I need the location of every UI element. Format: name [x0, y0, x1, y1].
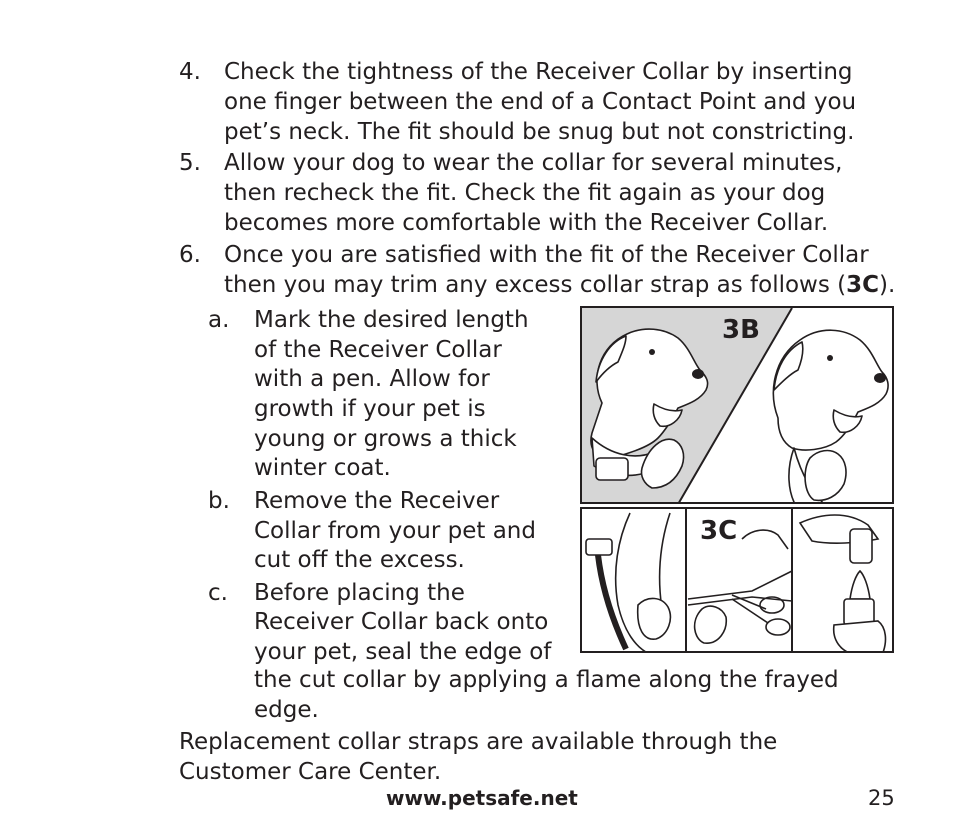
substep-c-line-4: the cut collar by applying a flame along the frayed [254, 667, 839, 693]
substep-c-line-2: Receiver Collar back onto [254, 609, 549, 635]
footer-url[interactable]: www.petsafe.net [386, 786, 578, 810]
step-5-line-2: then recheck the fit. Check the fit again as your dog [224, 180, 826, 206]
figure-3c [580, 507, 894, 653]
substep-a-line-6: winter coat. [254, 455, 391, 481]
step-5-line-3: becomes more comfortable with the Receiver Collar. [224, 210, 829, 236]
dog-right-eye [827, 355, 833, 361]
substep-letter: b. [208, 488, 230, 514]
closing-line-2: Customer Care Center. [179, 759, 442, 785]
closing-line-1: Replacement collar straps are available through the [179, 729, 778, 755]
step-4-line-1: Check the tightness of the Receiver Collar by inserting [224, 59, 853, 85]
step-number: 5. [179, 150, 201, 176]
substep-a-line-4: growth if your pet is [254, 396, 486, 422]
substep-b-line-2: Collar from your pet and [254, 518, 536, 544]
substep-a-line-2: of the Receiver Collar [254, 337, 502, 363]
substep-letter: c. [208, 580, 228, 606]
panel-3-drawing [800, 515, 885, 653]
substep-c-line-5: edge. [254, 697, 319, 723]
substep-b-line-1: Remove the Receiver [254, 488, 500, 514]
step-4-line-3: pet’s neck. The fit should be snug but not constricting. [224, 119, 855, 145]
panel-2-drawing [688, 530, 792, 643]
step-number: 4. [179, 59, 201, 85]
step-5-line-1: Allow your dog to wear the collar for several minutes, [224, 150, 843, 176]
dog-right-nose [874, 373, 886, 383]
dog-left-nose [692, 369, 704, 379]
figure-3b [580, 306, 894, 504]
step-6-line-2: then you may trim any excess collar strap as follows (3C). [224, 272, 896, 298]
step-4-line-2: one finger between the end of a Contact Point and you [224, 89, 857, 115]
dog-left-eye [649, 349, 655, 355]
step-number: 6. [179, 242, 201, 268]
page-number: 25 [868, 786, 895, 810]
figure-reference: 3C [846, 272, 880, 298]
substep-a-line-3: with a pen. Allow for [254, 366, 490, 392]
substep-a-line-1: Mark the desired length [254, 307, 529, 333]
figure-3c-illustration [582, 509, 894, 653]
substep-a-line-5: young or grows a thick [254, 426, 517, 452]
panel-1-drawing [586, 513, 670, 653]
step-6-line-1: Once you are satisfied with the fit of the Receiver Collar [224, 242, 869, 268]
substep-c-line-1: Before placing the [254, 580, 465, 606]
substep-c-line-3: your pet, seal the edge of [254, 639, 552, 665]
substep-b-line-3: cut off the excess. [254, 547, 465, 573]
figure-3c-label: 3C [700, 516, 738, 546]
figure-3b-label: 3B [722, 315, 760, 345]
substep-letter: a. [208, 307, 230, 333]
